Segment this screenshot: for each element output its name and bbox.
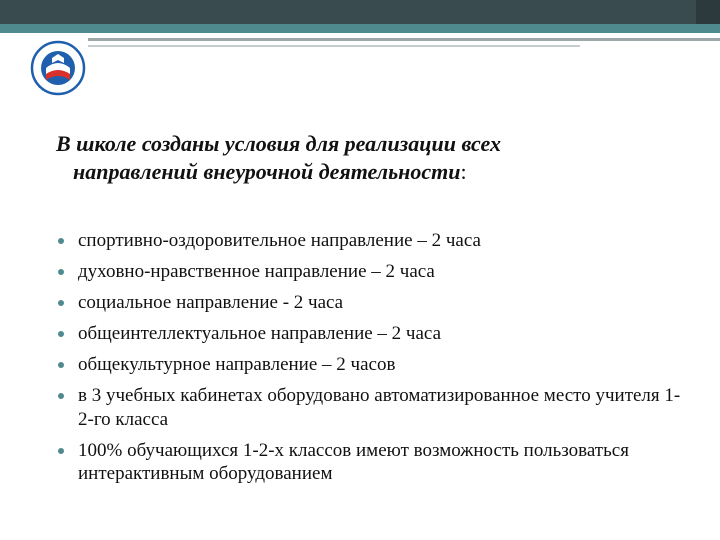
list-item-text: общеинтеллектуальное направление – 2 часа bbox=[78, 323, 442, 344]
list-item bbox=[56, 384, 696, 431]
bullet-icon bbox=[58, 269, 64, 275]
list-item bbox=[56, 322, 696, 346]
slide-heading bbox=[56, 130, 686, 186]
bullet-icon bbox=[58, 238, 64, 244]
list-item-text: 100% обучающихся 1-2-х классов имеют возможность пользоваться интерактивным оборудованием bbox=[78, 439, 629, 484]
list-item-text: общекультурное направление – 2 часов bbox=[78, 354, 396, 375]
bullet-icon bbox=[58, 448, 64, 454]
list-item bbox=[56, 291, 696, 315]
header-corner bbox=[696, 0, 720, 24]
logo-emblem-icon bbox=[16, 36, 106, 106]
list-item-text: духовно-нравственное направление – 2 часа bbox=[78, 261, 435, 282]
bullet-icon bbox=[58, 362, 64, 368]
list-item bbox=[56, 229, 696, 253]
bullet-icon bbox=[58, 331, 64, 337]
list-item-text: спортивно-оздоровительное направление – 2 часа bbox=[78, 230, 481, 251]
national-projects-logo bbox=[16, 36, 106, 106]
bullet-icon bbox=[58, 300, 64, 306]
accent-bar bbox=[0, 24, 720, 33]
header-bar bbox=[0, 0, 720, 24]
conditions-list bbox=[56, 229, 696, 493]
list-item bbox=[56, 260, 696, 284]
heading-line2: направлений внеурочной деятельности bbox=[73, 159, 461, 184]
decor-line bbox=[88, 38, 720, 41]
heading-colon: : bbox=[460, 159, 467, 184]
heading-line1: В школе созданы условия для реализации всех bbox=[56, 131, 501, 156]
list-item bbox=[56, 353, 696, 377]
list-item bbox=[56, 439, 696, 486]
decor-line-short bbox=[88, 45, 580, 47]
list-item-text: социальное направление - 2 часа bbox=[78, 292, 344, 313]
list-item-text: в 3 учебных кабинетах оборудовано автоматизированное место учителя 1-2-го класса bbox=[78, 385, 681, 430]
bullet-icon bbox=[58, 393, 64, 399]
